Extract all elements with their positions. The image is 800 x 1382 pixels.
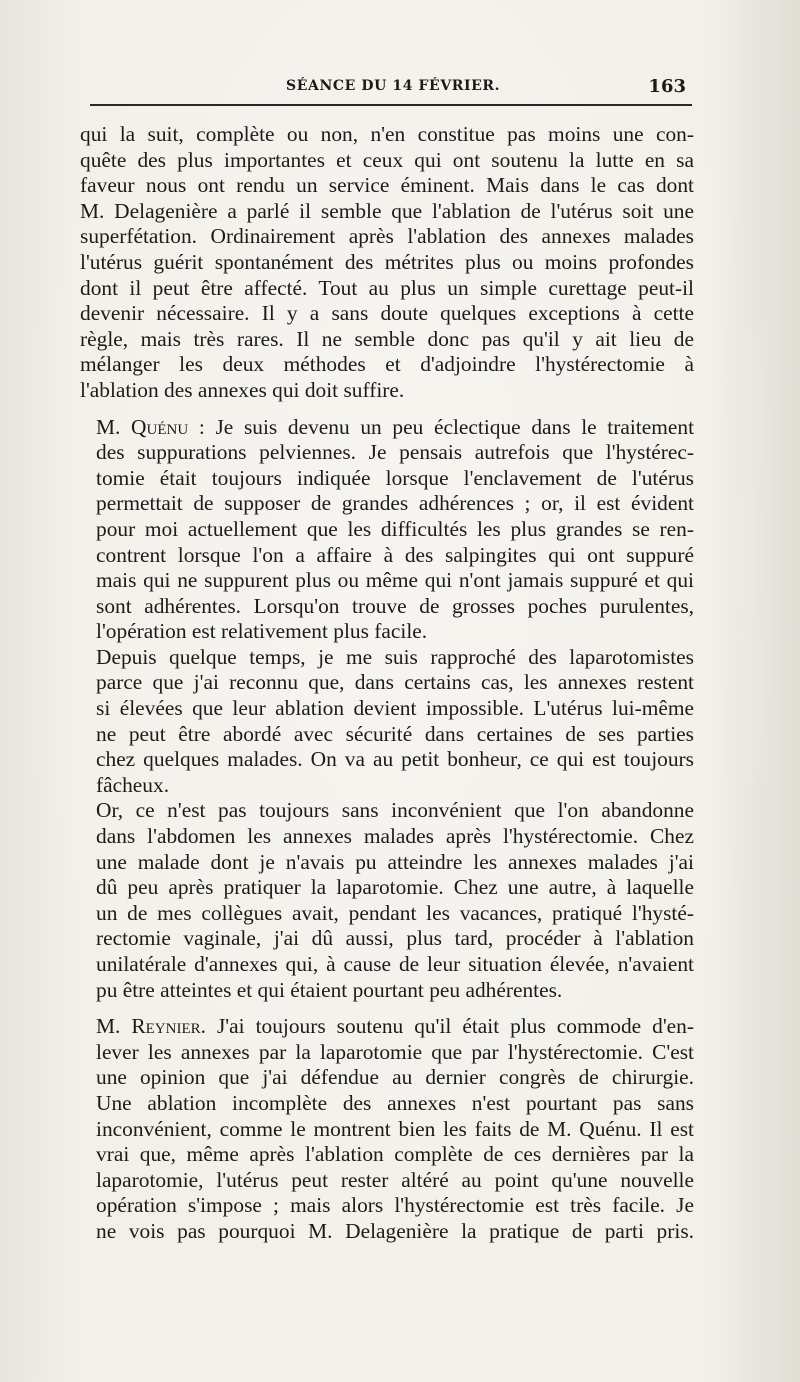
text-line: règle, mais très rares. Il ne semble donc pas qu'il y ait lieu de	[80, 326, 694, 351]
text-line: M. Delagenière a parlé il semble que l'ablation de l'utérus soit une	[80, 198, 694, 223]
text-line: laparotomie, l'utérus peut rester altéré au point qu'une nouvelle	[96, 1167, 694, 1192]
paragraph-4	[80, 798, 694, 1003]
text-line: unilatérale d'annexes qui, à cause de leur situation élevée, n'avaient	[96, 952, 694, 976]
text-line: vrai que, même après l'ablation complète de ces dernières par la	[96, 1142, 694, 1167]
speaker-separator: :	[188, 414, 216, 439]
text-line-with-speaker	[80, 415, 694, 441]
text-line: l'opération est relativement plus facile.	[96, 619, 428, 644]
text-line: l'utérus guérit spontanément des métrites plus ou moins profondes	[80, 249, 694, 274]
paragraph-quenu	[80, 415, 694, 645]
text-line: tomie était toujours indiquée lorsque l'enclavement de l'utérus	[96, 465, 694, 490]
text-line: quête des plus importantes et ceux qui ont soutenu la lutte en sa	[80, 147, 694, 172]
text-line: des suppurations pelviennes. Je pensais autrefois que l'hystérec-	[96, 440, 694, 465]
text-line: rectomie vaginale, j'ai dû aussi, plus tard, procéder à l'ablation	[96, 926, 694, 951]
text-line: une malade dont je n'avais pu atteindre les annexes malades j'ai	[96, 849, 694, 874]
text-line: mélanger les deux méthodes et d'adjoindre l'hystérectomie à	[80, 352, 694, 377]
text-line: chez quelques malades. On va au petit bonheur, ce qui est toujours	[96, 747, 694, 772]
text-line: dû peu après pratiquer la laparotomie. Chez une autre, à laquelle	[96, 875, 694, 900]
text-line: contrent lorsque l'on a affaire à des salpingites qui ont suppuré	[96, 542, 694, 567]
text-line: si élevées que leur ablation devient impossible. L'utérus lui-même	[96, 696, 694, 721]
text-line: opération s'impose ; mais alors l'hystérectomie est très facile. Je	[96, 1193, 694, 1218]
text-line: fâcheux.	[96, 772, 170, 797]
page-header	[90, 78, 686, 102]
text-line: ne vois pas pourquoi M. Delagenière la pratique de parti pris.	[96, 1218, 694, 1243]
text-line: un de mes collègues avait, pendant les vacances, pratiqué l'hysté-	[96, 900, 694, 925]
speaker-name: M. Reynier	[96, 1014, 201, 1039]
text-line: dont il peut être affecté. Tout au plus un simple curettage peut-il	[80, 275, 694, 300]
body-text	[80, 122, 694, 1245]
text-line: faveur nous ont rendu un service éminent. Mais dans le cas dont	[80, 173, 694, 198]
paragraph-reynier	[80, 1014, 694, 1244]
running-head: SÉANCE DU 14 FÉVRIER.	[286, 78, 501, 94]
page-number: 163	[648, 76, 686, 97]
text-line: pour moi actuellement que les difficultés les plus grandes se ren-	[96, 516, 694, 541]
text-line: inconvénient, comme le montrent bien les faits de M. Quénu. Il est	[96, 1116, 694, 1141]
text-line: parce que j'ai reconnu que, dans certains cas, les annexes restent	[96, 670, 694, 695]
text-line: Depuis quelque temps, je me suis rapproché des laparotomistes	[96, 644, 694, 669]
speaker-separator: .	[200, 1014, 217, 1039]
text-line: Une ablation incomplète des annexes n'est pourtant pas sans	[96, 1090, 694, 1115]
text-line: une opinion que j'ai défendue au dernier congrès de chirurgie.	[96, 1065, 694, 1090]
text-line: qui la suit, complète ou non, n'en constitue pas moins une con-	[80, 122, 694, 146]
text-line: pu être atteintes et qui étaient pourtant peu adhérentes.	[96, 977, 563, 1002]
text-line: superfétation. Ordinairement après l'ablation des annexes malades	[80, 224, 694, 249]
speaker-name: M. Quénu	[96, 414, 189, 439]
header-rule	[90, 104, 692, 106]
text-line: dans l'abdomen les annexes malades après l'hystérectomie. Chez	[96, 824, 694, 849]
text-line: ne peut être abordé avec sécurité dans certaines de ses parties	[96, 721, 694, 746]
text-line: devenir nécessaire. Il y a sans doute quelques exceptions à cette	[80, 301, 694, 326]
text-line: Or, ce n'est pas toujours sans inconvénient que l'on abandonne	[96, 798, 694, 823]
text-line: permettait de supposer de grandes adhérences ; or, il est évident	[96, 491, 694, 516]
text-line: sont adhérentes. Lorsqu'on trouve de grosses poches purulentes,	[96, 593, 694, 618]
paragraph-1	[80, 122, 694, 404]
text-line: lever les annexes par la laparotomie que par l'hystérectomie. C'est	[96, 1039, 694, 1064]
text-line: l'ablation des annexes qui doit suffire.	[80, 377, 405, 402]
text-line: mais qui ne suppurent plus ou même qui n'ont jamais suppuré et qui	[96, 568, 694, 593]
text-line: J'ai toujours soutenu qu'il était plus commode d'en-	[216, 1014, 694, 1039]
text-line-with-speaker	[80, 1014, 694, 1040]
text-line: Je suis devenu un peu éclectique dans le traitement	[215, 414, 695, 439]
paragraph-3	[80, 645, 694, 799]
